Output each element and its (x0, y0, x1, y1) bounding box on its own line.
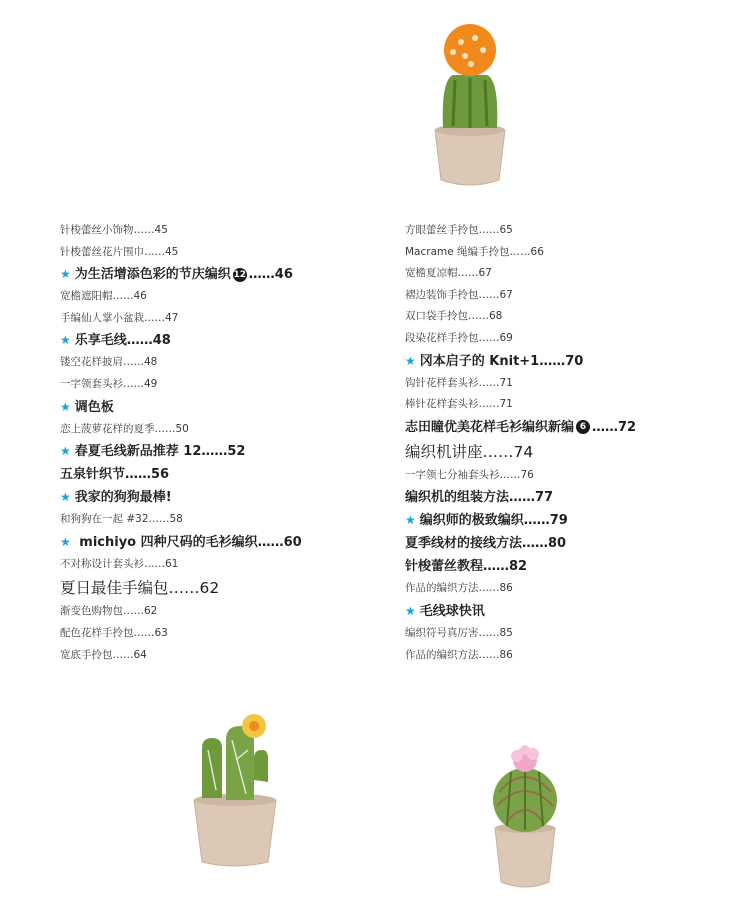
toc-entry (405, 220, 725, 242)
toc-text: 镂空花样披肩……48 (60, 356, 158, 369)
toc-text: 宽底手拎包……64 (60, 648, 147, 661)
toc-entry (60, 220, 360, 242)
toc-text: 不对称设计套头衫……61 (60, 557, 179, 570)
toc-entry (405, 578, 725, 600)
toc-text: 调色板 (74, 399, 114, 415)
toc-section-heading (60, 263, 360, 286)
toc-section-heading (60, 486, 360, 509)
toc-text: 针梭蕾丝小饰物……45 (60, 224, 168, 236)
toc-entry (60, 601, 360, 623)
star-icon: ★ (405, 513, 416, 528)
toc-text: 毛线球快讯 (419, 603, 485, 619)
toc-section-heading (60, 329, 360, 352)
toc-entry (405, 645, 725, 667)
toc-entry (405, 623, 725, 645)
toc-section-heading (405, 416, 725, 439)
toc-section-heading (405, 439, 725, 465)
star-icon: ★ (60, 534, 71, 549)
toc-entry (405, 306, 725, 328)
toc-text: 编织机的组装方法……77 (405, 490, 554, 506)
toc-text: 一字领七分袖套头衫……76 (405, 468, 534, 481)
toc-text: 为生活增添色彩的节庆编织 (74, 267, 231, 283)
toc-entry (405, 394, 725, 416)
toc-text: 乐享毛线……48 (74, 333, 171, 349)
star-icon: ★ (60, 490, 71, 505)
toc-text: 和狗狗在一起 #32……58 (60, 513, 183, 526)
star-icon: ★ (60, 444, 71, 459)
toc-text: 作品的编织方法……86 (405, 648, 513, 661)
toc-text: 褶边装饰手拎包……67 (405, 288, 513, 301)
cactus-yellow-flower-image (188, 710, 283, 870)
toc-text: 编织师的极致编织……79 (419, 513, 568, 529)
toc-text: 编织符号真厉害……85 (405, 626, 513, 639)
toc-entry (60, 374, 360, 396)
toc-entry (405, 328, 725, 350)
toc-text: 春夏毛线新品推荐 12……52 (74, 444, 246, 460)
star-icon: ★ (405, 353, 416, 368)
toc-text: 渐变色购物包……62 (60, 605, 158, 618)
toc-text: 恋上菠萝花样的夏季……50 (60, 422, 189, 435)
toc-entry (60, 623, 360, 645)
page-number: ……72 (592, 419, 637, 435)
toc-text: 宽檐遮阳帽……46 (60, 290, 147, 303)
toc-text: 方眼蕾丝手拎包……65 (405, 224, 513, 236)
toc-text: 配色花样手拎包……63 (60, 626, 168, 639)
toc-section-heading (60, 440, 360, 463)
page-number: ……46 (248, 267, 293, 283)
star-icon: ★ (405, 603, 416, 618)
cactus-orange-flower-image (425, 20, 515, 190)
toc-entry (60, 509, 360, 531)
toc-text: 段染花样手拎包……69 (405, 331, 513, 344)
toc-text: 五泉针织节……56 (60, 467, 170, 483)
toc-left-column (60, 220, 360, 666)
toc-text: 针梭蕾丝教程……82 (405, 559, 528, 575)
toc-entry (60, 554, 360, 576)
toc-section-heading (60, 575, 360, 601)
toc-entry (60, 645, 360, 667)
toc-text: 编织机讲座……74 (405, 442, 534, 461)
toc-entry (405, 373, 725, 395)
toc-text: 冈本启子的 Knit+1……70 (419, 353, 584, 369)
toc-entry (60, 419, 360, 441)
toc-text: 夏季线材的接线方法……80 (405, 536, 567, 552)
toc-entry (405, 465, 725, 487)
toc-text: 棒针花样套头衫……71 (405, 398, 513, 411)
toc-text: 宽檐夏凉帽……67 (405, 267, 492, 280)
toc-entry (405, 242, 725, 264)
toc-section-heading (405, 509, 725, 532)
toc-entry (60, 308, 360, 330)
toc-entry (60, 242, 360, 264)
toc-entry (405, 285, 725, 307)
toc-text: 双口袋手拎包……68 (405, 310, 503, 323)
toc-text: 一字领套头衫……49 (60, 377, 158, 390)
toc-section-heading (60, 531, 360, 554)
toc-entry (405, 263, 725, 285)
number-badge: 6 (576, 420, 590, 434)
toc-text: Macrame 绳编手拎包……66 (405, 245, 544, 258)
toc-text: 我家的狗狗最棒! (74, 490, 172, 506)
toc-section-heading (60, 463, 360, 486)
toc-right-column (405, 220, 725, 666)
toc-entry (60, 352, 360, 374)
toc-section-heading (60, 396, 360, 419)
toc-text: michiyo 四种尺码的毛衫编织……60 (74, 534, 302, 550)
toc-text: 手编仙人掌小盆栽……47 (60, 311, 179, 324)
toc-text: 夏日最佳手编包……62 (60, 579, 220, 598)
toc-text: 钩针花样套头衫……71 (405, 376, 513, 389)
cactus-pink-flower-image (487, 742, 562, 892)
toc-section-heading (405, 350, 725, 373)
star-icon: ★ (60, 333, 71, 348)
toc-entry (60, 286, 360, 308)
star-icon: ★ (60, 399, 71, 414)
toc-section-heading (405, 486, 725, 509)
toc-text: 志田瞳优美花样毛衫编织新编 (405, 419, 575, 435)
toc-section-heading (405, 600, 725, 623)
toc-text: 针梭蕾丝花片围巾……45 (60, 245, 179, 258)
toc-section-heading (405, 555, 725, 578)
toc-text: 作品的编织方法……86 (405, 582, 513, 595)
number-badge: 12 (233, 269, 247, 280)
toc-section-heading (405, 532, 725, 555)
star-icon: ★ (60, 267, 71, 282)
